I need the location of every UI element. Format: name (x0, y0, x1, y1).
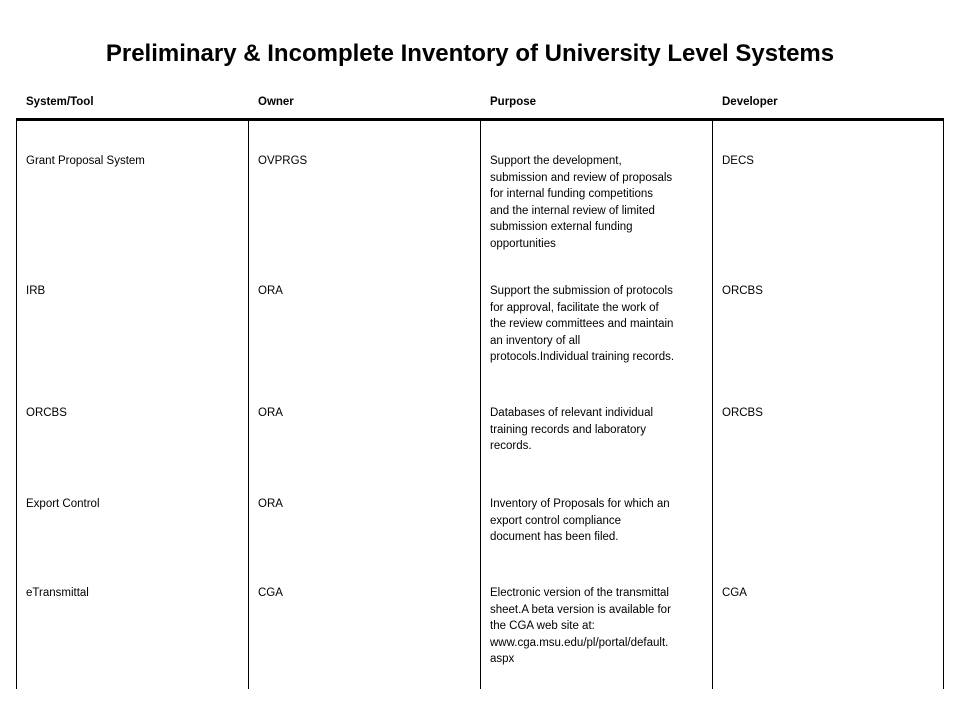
purpose-line: opportunities (490, 237, 556, 250)
purpose-line: submission and review of proposals (490, 171, 673, 184)
cell-system: Export Control (26, 498, 100, 510)
purpose-line: Support the development, (490, 155, 622, 167)
column-header-system: System/Tool (26, 96, 94, 108)
cell-system: IRB (26, 285, 46, 297)
cell-purpose (490, 585, 706, 668)
cell-owner: ORA (258, 407, 283, 419)
cell-purpose (490, 153, 706, 252)
purpose-line: www.cga.msu.edu/pl/portal/default. (490, 636, 669, 649)
column-header-developer: Developer (722, 96, 778, 108)
purpose-line: sheet.A beta version is available for (490, 603, 671, 616)
column-header-owner: Owner (258, 96, 294, 108)
purpose-line: Inventory of Proposals for which an (490, 498, 670, 510)
purpose-line: for approval, facilitate the work of (490, 301, 659, 314)
purpose-line: and the internal review of limited (490, 204, 655, 217)
cell-system: eTransmittal (26, 587, 89, 599)
purpose-line: export control compliance (490, 514, 622, 527)
cell-owner: ORA (258, 498, 283, 510)
purpose-line: aspx (490, 653, 515, 665)
purpose-line: for internal funding competitions (490, 188, 654, 200)
column-divider (248, 120, 249, 689)
column-header-purpose: Purpose (490, 96, 537, 108)
cell-purpose (490, 405, 706, 455)
cell-purpose (490, 496, 706, 546)
purpose-line: Databases of relevant individual (490, 407, 654, 419)
column-divider (943, 120, 944, 689)
cell-system: Grant Proposal System (26, 155, 145, 167)
cell-developer: CGA (722, 587, 747, 599)
column-divider (16, 120, 17, 689)
purpose-line: records. (490, 440, 532, 452)
purpose-line: submission external funding (490, 221, 633, 233)
cell-developer: ORCBS (722, 285, 763, 297)
purpose-line: document has been filed. (490, 531, 619, 543)
purpose-line: the review committees and maintain (490, 318, 674, 330)
column-divider (712, 120, 713, 689)
purpose-line: training records and laboratory (490, 423, 646, 436)
cell-owner: OVPRGS (258, 155, 308, 167)
purpose-line: the CGA web site at: (490, 620, 595, 632)
page-title: Preliminary & Incomplete Inventory of University Level Systems (105, 40, 835, 67)
cell-owner: ORA (258, 285, 283, 297)
cell-developer: DECS (722, 155, 754, 167)
cell-owner: CGA (258, 587, 283, 599)
purpose-line: an inventory of all (490, 334, 581, 347)
table-header (0, 96, 960, 110)
purpose-line: Electronic version of the transmittal (490, 587, 669, 599)
column-divider (480, 120, 481, 689)
cell-purpose (490, 283, 706, 366)
cell-developer: ORCBS (722, 407, 763, 419)
purpose-line: Support the submission of protocols (490, 285, 673, 297)
cell-system: ORCBS (26, 407, 67, 419)
purpose-line: protocols.Individual training records. (490, 351, 675, 363)
